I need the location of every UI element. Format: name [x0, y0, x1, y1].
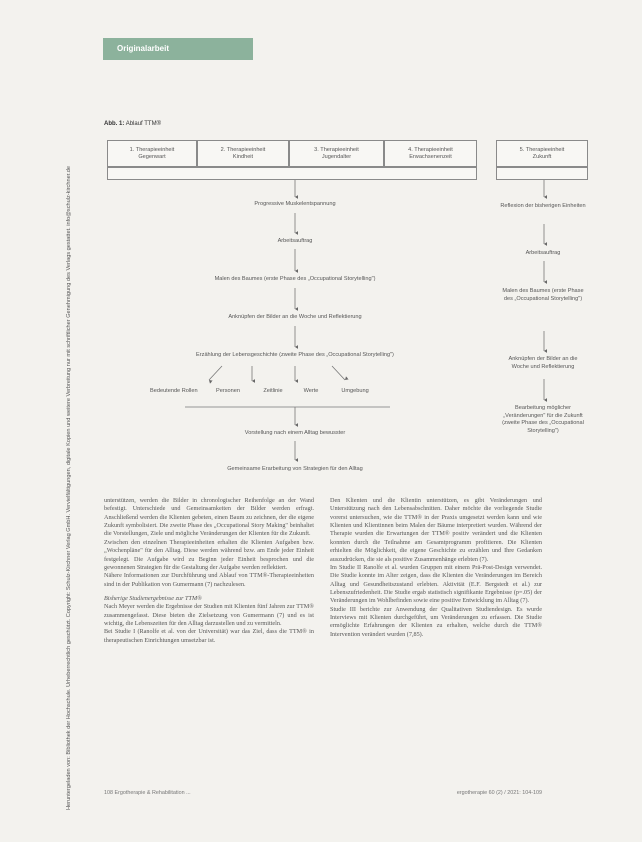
session-box-1-title: 1. Therapieeinheit	[129, 146, 175, 153]
session-box-5-title: 5. Therapieeinheit	[519, 146, 565, 153]
flow-step-paint-tree: Malen des Baumes (erste Phase des „Occupational Storytelling")	[214, 276, 376, 282]
right-step-future-changes: Bearbeitung möglicher „Veränderungen" für die Zukunft (zweite Phase des „Occupational Storytelling")	[502, 405, 584, 434]
session-box-4-title: 4. Therapieeinheit	[408, 146, 453, 153]
body-left-column	[104, 497, 314, 645]
right-step-paint-tree: Malen des Baumes (erste Phase des „Occupational Storytelling")	[502, 288, 584, 302]
figure-label: Abb. 1:	[104, 121, 125, 127]
session-box-4-topic: Erwachsenenzeit	[409, 153, 452, 160]
right-step-assignment: Arbeitsauftrag	[525, 250, 561, 256]
flow-step-assignment: Arbeitsauftrag	[277, 238, 313, 244]
body-right-paragraph: Im Studie II Ranolfe et al. wurden Gruppen mit einem Prä-Post-Design verwendet. Die Studie konnte im Alter zeigen, dass die Klienten die Veränderungen im Bereich Alltag und Gesundheitszustand erlebten. Aktivität (E.F. Bergstedt et al.) zur Lebenszufriedenheit. Die Studie ergab statistisch signifikante Ergebnisse (p=.05) der Veränderungen im Wohlbefinden sowie eine positive Entwicklung im Alltag (7).	[330, 563, 542, 605]
session-box-3-topic: Jugendalter	[321, 153, 352, 160]
branch-roles: Bedeutende Rollen	[150, 388, 198, 394]
body-left-paragraph: unterstützen, werden die Bilder in chronologischer Reihenfolge an der Wand befestigt. Unterschiede und Gemeinsamkeiten der Bilder werden erfragt. Anschließend werden die Klienten gebeten, einen Baum zu zeichnen, der die eigene Zukunft symbolisiert. Die zweite Phase des „Occupational Story Making" beinhaltet die Vorstellungen, Ziele und mögliche Veränderungen der Klienten für die Zukunft.	[104, 497, 314, 538]
session-box-1-topic: Gegenwart	[138, 153, 166, 160]
session-box-5	[496, 140, 588, 167]
right-step-reflect-week: Anknüpfen der Bilder an die Woche und Reflektierung	[508, 356, 578, 370]
body-left-subheading: Bisherige Studienergebnisse zur TTM®	[104, 594, 202, 602]
branch-persons: Personen	[216, 388, 240, 394]
body-right-paragraph: Den Klienten und die Klientin unterstützen, es gibt Veränderungen und Unterstützung nach den Lebensabschnitten. Daher möchte die vorliegende Studie vorerst untersuchen, wie die TTM® in der Praxis umgesetzt werden kann und wie Klienten und Klientinnen beim Malen der Bäume interpretiert wurden. Während der Therapie wurden die Erwartungen der TTM® positiv verändert und die Klienten konnten durch die Teilnahme am Gesamtprogramm profitieren. Die Klienten erhielten die Möglichkeit, die eigene Geschichte zu erzählen und Ihre Gedanken auszudrücken, die sie als positive Zusammenhänge erlebten (7).	[330, 497, 542, 563]
body-right-column	[330, 497, 542, 639]
branch-values: Werte	[303, 388, 319, 394]
footer-page-left: 108 Ergotherapie & Rehabilitation ...	[104, 790, 191, 796]
flow-step-relaxation: Progressive Muskelentspannung	[254, 201, 336, 207]
session-box-5-topic: Zukunft	[532, 153, 552, 160]
session-box-2-title: 2. Therapieeinheit	[220, 146, 266, 153]
session-box-2	[197, 140, 289, 167]
session-box-3-title: 3. Therapieeinheit	[314, 146, 359, 153]
footer-journal-right: ergotherapie 60 (2) / 2021: 104-109	[456, 790, 542, 796]
section-tab: Originalarbeit	[103, 38, 253, 60]
body-right-paragraph: Studie III berichte zur Anwendung der Qualitativen Studiendesign. Es wurde Interviews mit Klienten durchgeführt, um Veränderungen zu erfassen. Die Studie ermöglichte Erfahrungen der Klienten zu erhalten, welche durch die TTM® Intervention verändert wurden (7,85).	[330, 605, 542, 638]
flow-step-strategies: Gemeinsame Erarbeitung von Strategien für den Alltag	[227, 466, 363, 472]
flow-step-reflection: Anknüpfen der Bilder an die Woche und Reflektierung	[228, 314, 362, 320]
branch-environment: Umgebung	[341, 388, 369, 394]
session-box-2-topic: Kindheit	[232, 153, 254, 160]
figure-caption: Ablauf TTM®	[125, 121, 162, 127]
flow-step-daily-awareness: Vorstellung nach einem Alltag bewusster	[244, 430, 346, 436]
body-left-paragraph: Bei Studie I (Ranolfe et al. von der Universität) war das Ziel, dass die TTM® in therapeutischen Einrichtungen umsetzbar ist.	[104, 628, 314, 644]
body-left-paragraph: Nach Meyer werden die Ergebnisse der Studien mit Klienten fünf Jahren zur TTM® zusammengefasst. Diese bieten die Zielsetzung von Gumermann (7) und es ist wichtig, die Lebenszeiten für den Alltag darzustellen und zu vermitteln.	[104, 603, 314, 628]
sessions-bar	[107, 167, 477, 180]
body-left-paragraph: Zwischen den einzelnen Therapieeinheiten erhalten die Klienten Aufgaben bzw. „Wochenpläne" für den Alltag. Diese werden während bzw. am Ende jeder Einheit festgelegt. Die Aufgabe wird zu Beginn jeder Einheit besprochen und die gewonnenen Strategien für die Gestaltung der Aufgabe werden reflektiert.	[104, 538, 314, 571]
copyright-side-note: Heruntergeladen von: Bibliothek der Hochschule. Urheberrechtlich geschützt. Copyright: Schulz-Kirchner Verlag GmbH. Vervielfältigungen, digitale Kopien und weitere Verbreitung nur mit schriftlicher Genehmigung des Verlags gestattet. info@schulz-kirchner.de	[66, 165, 72, 810]
session-box-4	[384, 140, 477, 167]
session-box-3	[289, 140, 384, 167]
flow-step-life-story: Erzählung der Lebensgeschichte (zweite Phase des „Occupational Storytelling")	[196, 352, 394, 358]
session-5-bar	[496, 167, 588, 180]
session-box-1	[107, 140, 197, 167]
body-left-paragraph: Nähere Informationen zur Durchführung und Ablauf von TTM®-Therapieeinheiten sind in der Publikation von Gumermann (7) nachzulesen.	[104, 572, 314, 588]
branch-timeline: Zeitlinie	[263, 388, 283, 394]
right-step-reflection: Reflexion der bisherigen Einheiten	[500, 203, 586, 209]
